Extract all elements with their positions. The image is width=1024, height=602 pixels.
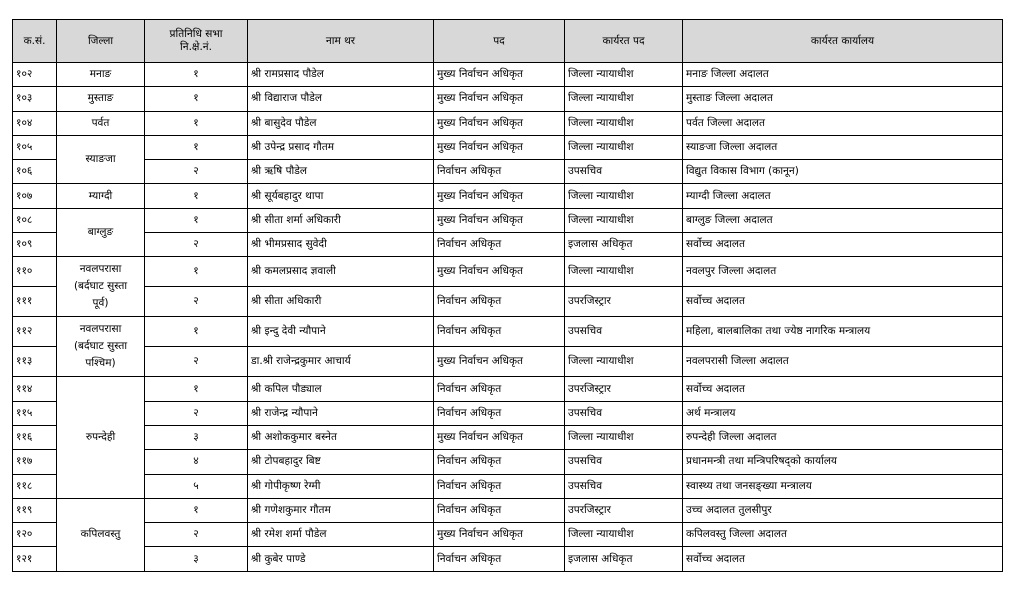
cell-working-office: महिला, बालबालिका तथा ज्येष्ठ नागरिक मन्त्रालय [683, 317, 1003, 347]
cell-working-office: स्वास्थ्य तथा जनसङ्ख्या मन्त्रालय [683, 474, 1003, 498]
cell-constituency: १ [145, 377, 248, 401]
cell-working-office: बाग्लुङ जिल्ला अदालत [683, 208, 1003, 232]
header-district: जिल्ला [57, 20, 145, 63]
table-row [13, 317, 1003, 347]
cell-working-office: कपिलवस्तु जिल्ला अदालत [683, 523, 1003, 547]
cell-post: निर्वाचन अधिकृत [434, 233, 565, 257]
cell-working-office: उच्च अदालत तुलसीपुर [683, 498, 1003, 522]
cell-post: मुख्य निर्वाचन अधिकृत [434, 425, 565, 449]
table-row [13, 450, 1003, 474]
cell-name: श्री सूर्यबहादुर थापा [248, 184, 434, 208]
cell-constituency: ४ [145, 450, 248, 474]
table-row [13, 135, 1003, 159]
cell-district: स्याङजा [57, 135, 145, 184]
cell-sn: ११९ [13, 498, 57, 522]
cell-working-post: जिल्ला न्यायाधीश [565, 257, 683, 287]
header-constituency-line1: प्रतिनिधि सभा [169, 28, 223, 40]
cell-working-office: पर्वत जिल्ला अदालत [683, 111, 1003, 135]
cell-working-office: अर्थ मन्त्रालय [683, 401, 1003, 425]
cell-district [57, 317, 145, 377]
cell-constituency: २ [145, 287, 248, 317]
cell-sn: १०२ [13, 63, 57, 87]
district-line: पश्चिम) [85, 357, 116, 370]
cell-working-office: नवलपुर जिल्ला अदालत [683, 257, 1003, 287]
cell-sn: ११२ [13, 317, 57, 347]
cell-constituency: १ [145, 184, 248, 208]
header-working-post: कार्यरत पद [565, 20, 683, 63]
cell-sn: १२१ [13, 547, 57, 571]
cell-sn: १०७ [13, 184, 57, 208]
cell-sn: १०९ [13, 233, 57, 257]
cell-constituency: १ [145, 208, 248, 232]
cell-sn: १०५ [13, 135, 57, 159]
cell-working-office: रुपन्देही जिल्ला अदालत [683, 425, 1003, 449]
cell-constituency: २ [145, 401, 248, 425]
cell-name: श्री राजेन्द्र न्यौपाने [248, 401, 434, 425]
cell-sn: १११ [13, 287, 57, 317]
cell-working-post: उपसचिव [565, 401, 683, 425]
district-line: नवलपरासा [79, 323, 122, 336]
table-row [13, 184, 1003, 208]
cell-post: निर्वाचन अधिकृत [434, 287, 565, 317]
cell-name: डा.श्री राजेन्द्रकुमार आचार्य [248, 347, 434, 377]
cell-post: निर्वाचन अधिकृत [434, 547, 565, 571]
cell-constituency: ५ [145, 474, 248, 498]
cell-name: श्री अशोककुमार बस्नेत [248, 425, 434, 449]
table-row [13, 287, 1003, 317]
cell-sn: १०६ [13, 160, 57, 184]
officials-table [12, 19, 1003, 572]
table-row [13, 257, 1003, 287]
cell-sn: ११८ [13, 474, 57, 498]
cell-district: पर्वत [57, 111, 145, 135]
cell-sn: १०८ [13, 208, 57, 232]
cell-post: निर्वाचन अधिकृत [434, 450, 565, 474]
cell-working-office: प्रधानमन्त्री तथा मन्त्रिपरिषद्को कार्यालय [683, 450, 1003, 474]
table-row [13, 425, 1003, 449]
cell-constituency: १ [145, 317, 248, 347]
cell-constituency: १ [145, 63, 248, 87]
table-row [13, 87, 1003, 111]
cell-sn: ११६ [13, 425, 57, 449]
cell-post: निर्वाचन अधिकृत [434, 160, 565, 184]
header-sn: क.सं. [13, 20, 57, 63]
cell-sn: १२० [13, 523, 57, 547]
cell-working-post: जिल्ला न्यायाधीश [565, 184, 683, 208]
cell-working-office: सर्वोच्च अदालत [683, 547, 1003, 571]
cell-constituency: ३ [145, 547, 248, 571]
cell-working-post: जिल्ला न्यायाधीश [565, 523, 683, 547]
cell-post: निर्वाचन अधिकृत [434, 401, 565, 425]
cell-name: श्री रामप्रसाद पौडेल [248, 63, 434, 87]
district-line: पूर्व) [92, 297, 109, 310]
cell-working-office: सर्वोच्च अदालत [683, 377, 1003, 401]
cell-name: श्री बासुदेव पौडेल [248, 111, 434, 135]
cell-working-office: मुस्ताङ जिल्ला अदालत [683, 87, 1003, 111]
cell-working-post: जिल्ला न्यायाधीश [565, 63, 683, 87]
cell-working-post: जिल्ला न्यायाधीश [565, 208, 683, 232]
cell-post: मुख्य निर्वाचन अधिकृत [434, 111, 565, 135]
cell-working-post: उपरजिस्ट्रार [565, 287, 683, 317]
cell-post: मुख्य निर्वाचन अधिकृत [434, 208, 565, 232]
cell-name: श्री रमेश शर्मा पौडेल [248, 523, 434, 547]
cell-constituency: १ [145, 111, 248, 135]
cell-post: मुख्य निर्वाचन अधिकृत [434, 87, 565, 111]
cell-sn: ११७ [13, 450, 57, 474]
cell-name: श्री सीता अधिकारी [248, 287, 434, 317]
cell-name: श्री गोपीकृष्ण रेग्मी [248, 474, 434, 498]
district-line: (बर्दघाट सुस्ता [73, 340, 128, 353]
cell-constituency: २ [145, 347, 248, 377]
cell-name: श्री कुबेर पाण्डे [248, 547, 434, 571]
district-line: (बर्दघाट सुस्ता [73, 280, 128, 293]
cell-constituency: ३ [145, 425, 248, 449]
cell-constituency: २ [145, 523, 248, 547]
table-row [13, 160, 1003, 184]
cell-name: श्री कपिल पौड्याल [248, 377, 434, 401]
cell-post: मुख्य निर्वाचन अधिकृत [434, 347, 565, 377]
header-working-office: कार्यरत कार्यालय [683, 20, 1003, 63]
cell-working-office: स्याङजा जिल्ला अदालत [683, 135, 1003, 159]
cell-post: मुख्य निर्वाचन अधिकृत [434, 257, 565, 287]
cell-working-office: म्याग्दी जिल्ला अदालत [683, 184, 1003, 208]
cell-working-post: उपसचिव [565, 160, 683, 184]
cell-working-post: उपसचिव [565, 474, 683, 498]
cell-district: बाग्लुङ [57, 208, 145, 257]
cell-post: निर्वाचन अधिकृत [434, 377, 565, 401]
table-row [13, 63, 1003, 87]
cell-working-post: जिल्ला न्यायाधीश [565, 87, 683, 111]
header-name: नाम थर [248, 20, 434, 63]
table-row [13, 401, 1003, 425]
cell-name: श्री उपेन्द्र प्रसाद गौतम [248, 135, 434, 159]
cell-working-post: उपसचिव [565, 317, 683, 347]
table-row [13, 233, 1003, 257]
cell-working-office: सर्वोच्च अदालत [683, 287, 1003, 317]
cell-working-post: जिल्ला न्यायाधीश [565, 347, 683, 377]
cell-constituency: २ [145, 233, 248, 257]
cell-district: म्याग्दी [57, 184, 145, 208]
cell-working-post: इजलास अधिकृत [565, 547, 683, 571]
cell-district: मनाङ [57, 63, 145, 87]
cell-sn: ११३ [13, 347, 57, 377]
cell-sn: ११० [13, 257, 57, 287]
cell-district: रुपन्देही [57, 377, 145, 498]
header-constituency-line2: नि.क्षे.नं. [180, 41, 212, 53]
table-row [13, 347, 1003, 377]
cell-working-post: उपरजिस्ट्रार [565, 377, 683, 401]
cell-post: मुख्य निर्वाचन अधिकृत [434, 523, 565, 547]
cell-post: मुख्य निर्वाचन अधिकृत [434, 184, 565, 208]
cell-district: कपिलवस्तु [57, 498, 145, 571]
table-row [13, 547, 1003, 571]
cell-post: मुख्य निर्वाचन अधिकृत [434, 135, 565, 159]
cell-working-post: जिल्ला न्यायाधीश [565, 111, 683, 135]
cell-sn: ११४ [13, 377, 57, 401]
cell-working-office: मनाङ जिल्ला अदालत [683, 63, 1003, 87]
cell-constituency: १ [145, 498, 248, 522]
table-row [13, 111, 1003, 135]
cell-sn: १०४ [13, 111, 57, 135]
cell-sn: १०३ [13, 87, 57, 111]
cell-name: श्री कमलप्रसाद ज्ञवाली [248, 257, 434, 287]
cell-post: निर्वाचन अधिकृत [434, 474, 565, 498]
cell-name: श्री ऋषि पौडेल [248, 160, 434, 184]
cell-constituency: १ [145, 257, 248, 287]
cell-working-post: जिल्ला न्यायाधीश [565, 135, 683, 159]
cell-constituency: १ [145, 135, 248, 159]
cell-name: श्री टोपबहादुर बिष्ट [248, 450, 434, 474]
cell-working-post: जिल्ला न्यायाधीश [565, 425, 683, 449]
cell-working-post: उपरजिस्ट्रार [565, 498, 683, 522]
cell-name: श्री इन्दु देवी न्यौपाने [248, 317, 434, 347]
table-row [13, 474, 1003, 498]
table-row [13, 377, 1003, 401]
cell-working-office: विद्युत विकास विभाग (कानून) [683, 160, 1003, 184]
cell-name: श्री गणेशकुमार गौतम [248, 498, 434, 522]
cell-working-post: इजलास अधिकृत [565, 233, 683, 257]
cell-working-office: सर्वोच्च अदालत [683, 233, 1003, 257]
table-row [13, 208, 1003, 232]
cell-name: श्री भीमप्रसाद सुवेदी [248, 233, 434, 257]
header-row [13, 20, 1003, 63]
cell-working-office: नवलपरासी जिल्ला अदालत [683, 347, 1003, 377]
cell-post: मुख्य निर्वाचन अधिकृत [434, 63, 565, 87]
cell-name: श्री सीता शर्मा अधिकारी [248, 208, 434, 232]
district-line: नवलपरासा [79, 263, 122, 276]
table-row [13, 498, 1003, 522]
header-post: पद [434, 20, 565, 63]
cell-district [57, 257, 145, 317]
cell-sn: ११५ [13, 401, 57, 425]
cell-post: निर्वाचन अधिकृत [434, 498, 565, 522]
cell-working-post: उपसचिव [565, 450, 683, 474]
table-row [13, 523, 1003, 547]
header-constituency [145, 20, 248, 63]
cell-post: निर्वाचन अधिकृत [434, 317, 565, 347]
cell-name: श्री विद्याराज पौडेल [248, 87, 434, 111]
cell-district: मुस्ताङ [57, 87, 145, 111]
cell-constituency: २ [145, 160, 248, 184]
cell-constituency: १ [145, 87, 248, 111]
